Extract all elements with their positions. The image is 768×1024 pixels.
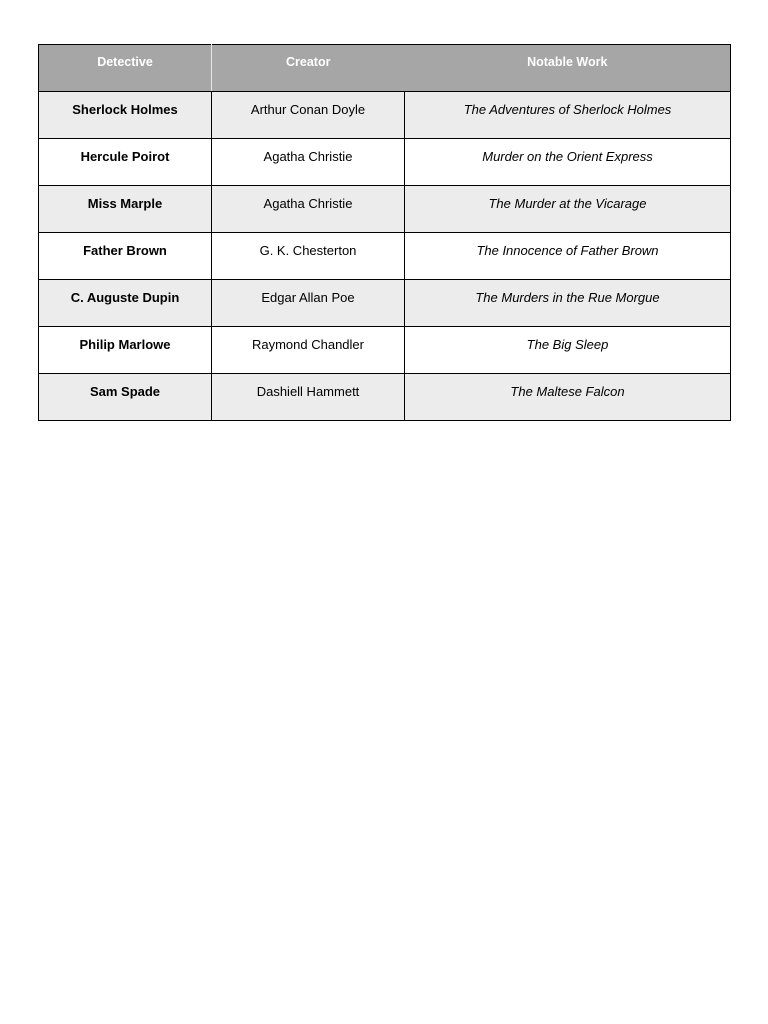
table-row	[39, 374, 731, 421]
notable-work-cell: Murder on the Orient Express	[405, 139, 731, 186]
detective-cell: Philip Marlowe	[39, 327, 212, 374]
header-detective: Detective	[39, 45, 212, 92]
detective-cell: C. Auguste Dupin	[39, 280, 212, 327]
table-row	[39, 233, 731, 280]
header-creator: Creator	[212, 45, 405, 92]
notable-work-cell: The Murders in the Rue Morgue	[405, 280, 731, 327]
notable-work-cell: The Murder at the Vicarage	[405, 186, 731, 233]
detective-cell: Hercule Poirot	[39, 139, 212, 186]
detective-cell: Sam Spade	[39, 374, 212, 421]
detectives-table	[38, 44, 731, 421]
creator-cell: Raymond Chandler	[212, 327, 405, 374]
notable-work-cell: The Maltese Falcon	[405, 374, 731, 421]
creator-cell: Agatha Christie	[212, 186, 405, 233]
creator-cell: Edgar Allan Poe	[212, 280, 405, 327]
table-row	[39, 139, 731, 186]
notable-work-cell: The Innocence of Father Brown	[405, 233, 731, 280]
table-row	[39, 327, 731, 374]
notable-work-cell: The Adventures of Sherlock Holmes	[405, 92, 731, 139]
creator-cell: Arthur Conan Doyle	[212, 92, 405, 139]
detective-cell: Father Brown	[39, 233, 212, 280]
header-notable-work: Notable Work	[405, 45, 731, 92]
table-row	[39, 280, 731, 327]
table-row	[39, 92, 731, 139]
creator-cell: G. K. Chesterton	[212, 233, 405, 280]
notable-work-cell: The Big Sleep	[405, 327, 731, 374]
creator-cell: Agatha Christie	[212, 139, 405, 186]
detective-cell: Sherlock Holmes	[39, 92, 212, 139]
detective-cell: Miss Marple	[39, 186, 212, 233]
table-header-row	[39, 45, 731, 92]
creator-cell: Dashiell Hammett	[212, 374, 405, 421]
table-row	[39, 186, 731, 233]
